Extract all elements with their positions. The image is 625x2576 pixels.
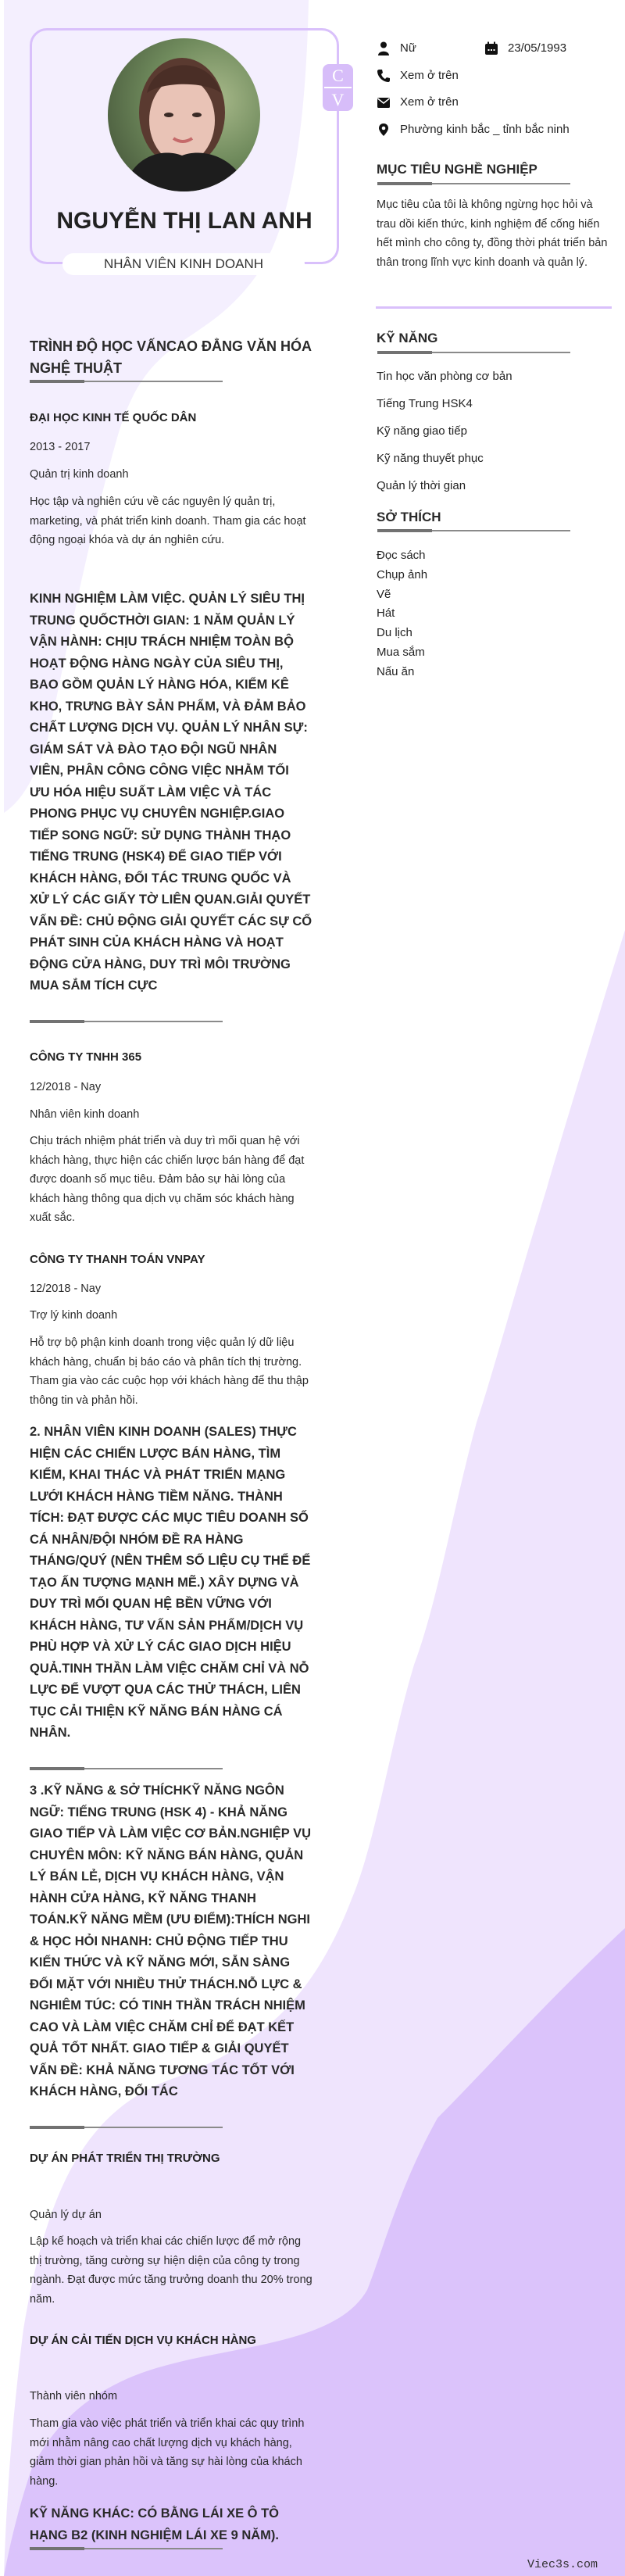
job-description: Chịu trách nhiệm phát triển và duy trì mối quan hệ với khách hàng, thực hiện các chiến lược bán hàng để đạt được doanh số mục tiêu. Đảm bảo sự hài lòng của khách hàng thông qua dịch vụ chăm sóc khách hàng xuất sắc. [30,1135,305,1224]
hobbies-underline [377,529,570,532]
education-school: ĐẠI HỌC KINH TẾ QUỐC DÂN [30,411,197,424]
hobby-item: Chụp ảnh [377,567,428,581]
address-row [377,122,570,138]
hobby-item: Nấu ăn [377,664,415,678]
location-pin-icon [377,123,391,137]
job-period: 12/2018 - Nay [30,1283,102,1295]
education-major: Quản trị kinh doanh [30,468,129,481]
objective-text: Mục tiêu của tôi là không ngừng học hỏi và trau dồi kiến thức, kinh nghiệm để cống hiến hết mình cho công ty, đồng thời phát triển bản thân trong lĩnh vực kinh doanh và quản lý. [377,199,608,269]
job-description: Hỗ trợ bộ phận kinh doanh trong việc quản lý dữ liệu khách hàng, chuẩn bị báo cáo và phân tích thị trường. Tham gia vào các cuộc họp với khách hàng để thu thập thông tin và phản hồi. [30,1336,309,1407]
skills-underline [377,351,570,354]
skill-item: Kỹ năng thuyết phục [377,452,484,465]
project-role: Thành viên nhóm [30,2390,118,2402]
skills-list [377,367,611,504]
project-role: Quản lý dự án [30,2209,102,2221]
project-name: DỰ ÁN PHÁT TRIỂN THỊ TRƯỜNG [30,2152,220,2165]
skill-item: Tin học văn phòng cơ bản [377,370,512,383]
experience-heading: KINH NGHIỆM LÀM VIỆC. QUẢN LÝ SIÊU THỊ TRUNG QUỐCTHỜI GIAN: 1 NĂM QUẢN LÝ VẬN HÀNH: CHỊU TRÁCH NHIỆM TOÀN BỘ HOẠT ĐỘNG HÀNG NGÀY CỦA SIÊU THỊ, BAO GỒM QUẢN LÝ HÀNG HÓA, KIỂM KÊ KHO, TRƯNG BÀY SẢN PHẨM, VÀ ĐẢM BẢO CHẤT LƯỢNG DỊCH VỤ. QUẢN LÝ NHÂN SỰ: GIÁM SÁT VÀ ĐÀO TẠO ĐỘI NGŨ NHÂN VIÊN, PHÂN CÔNG CÔNG VIỆC NHẰM TỐI ƯU HÓA HIỆU SUẤT LÀM VIỆC VÀ TÁC PHONG PHỤC VỤ CHUYÊN NGHIỆP.GIAO TIẾP SONG NGỮ: SỬ DỤNG THÀNH THẠO TIẾNG TRUNG (HSK4) ĐỂ GIAO TIẾP VỚI KHÁCH HÀNG, ĐỐI TÁC TRUNG QUỐC VÀ XỬ LÝ CÁC GIẤY TỜ LIÊN QUAN.GIẢI QUYẾT VẤN ĐỀ: CHỦ ĐỘNG GIẢI QUYẾT CÁC SỰ CỐ PHÁT SINH CỦA KHÁCH HÀNG VÀ HOẠT ĐỘNG CỬA HÀNG, DUY TRÌ MÔI TRƯỜNG MUA SẮM TÍCH CỰC [30,592,312,993]
sales-section-heading: 2. NHÂN VIÊN KINH DOANH (SALES) THỰC HIỆN CÁC CHIẾN LƯỢC BÁN HÀNG, TÌM KIẾM, KHAI THÁC VÀ PHÁT TRIỂN MẠNG LƯỚI KHÁCH HÀNG TIỀM NĂNG. THÀNH TÍCH: ĐẠT ĐƯỢC CÁC MỤC TIÊU DOANH SỐ CÁ NHÂN/ĐỘI NHÓM ĐỀ RA HÀNG THÁNG/QUÝ (NÊN THÊM SỐ LIỆU CỤ THỂ ĐỂ TẠO ẤN TƯỢNG MẠNH MẼ.) XÂY DỰNG VÀ DUY TRÌ MỐI QUAN HỆ BỀN VỮNG VỚI KHÁCH HÀNG, TƯ VẤN SẢN PHẨM/DỊCH VỤ PHÙ HỢP VÀ XỬ LÝ CÁC GIAO DỊCH HIỆU QUẢ.TINH THẦN LÀM VIỆC CHĂM CHỈ VÀ NỖ LỰC ĐỂ VƯỢT QUA CÁC THỬ THÁCH, LIÊN TỤC CẢI THIỆN KỸ NĂNG BÁN HÀNG CÁ NHÂN. [30,1425,311,1740]
watermark: Viec3s.com [527,2558,598,2571]
skills-heading: KỸ NĂNG [377,331,438,345]
hobbies-heading: SỞ THÍCH [377,510,441,524]
sales-section-underline [30,1767,223,1770]
skill-item: Tiếng Trung HSK4 [377,397,473,410]
skill-item: Quản lý thời gian [377,479,466,492]
hobby-item: Mua sắm [377,645,425,659]
job-role: Nhân viên kinh doanh [30,1108,140,1121]
other-skills-heading: KỸ NĂNG KHÁC: CÓ BẰNG LÁI XE Ô TÔ HẠNG B2 (KINH NGHIỆM LÁI XE 9 NĂM). [30,2506,280,2542]
skills-section-heading: 3 .KỸ NĂNG & SỞ THÍCHKỸ NĂNG NGÔN NGỮ: TIẾNG TRUNG (HSK 4) - KHẢ NĂNG GIAO TIẾP VÀ LÀM VIỆC CƠ BẢN.NGHIỆP VỤ CHUYÊN MÔN: KỸ NĂNG BÁN HÀNG, QUẢN LÝ BÁN LẺ, DỊCH VỤ KHÁCH HÀNG, VẬN HÀNH CỬA HÀNG, KỸ NĂNG THANH TOÁN.KỸ NĂNG MỀM (ƯU ĐIỂM):THÍCH NGHI & HỌC HỎI NHANH: CHỦ ĐỘNG TIẾP THU KIẾN THỨC VÀ KỸ NĂNG MỚI, SẴN SÀNG ĐỐI MẶT VỚI NHIỀU THỬ THÁCH.NỖ LỰC & NGHIÊM TÚC: CÓ TINH THẦN TRÁCH NHIỆM CAO VÀ LÀM VIỆC CHĂM CHỈ ĐỂ ĐẠT KẾT QUẢ TỐT NHẤT. GIAO TIẾP & GIẢI QUYẾT VẤN ĐỀ: KHẢ NĂNG TƯƠNG TÁC TỐT VỚI KHÁCH HÀNG, ĐỐI TÁC [30,1784,312,2098]
envelope-icon [377,95,391,109]
other-skills-underline [30,2547,223,2550]
job-period: 12/2018 - Nay [30,1081,102,1093]
cv-badge-top: C [332,66,344,85]
candidate-name: NGUYỄN THỊ LAN ANH [56,208,312,234]
objective-underline [377,182,570,185]
hobby-item: Hát [377,606,395,621]
phone-value: Xem ở trên [400,69,459,82]
hobbies-list [377,546,611,682]
birthday-value: 23/05/1993 [508,41,567,55]
job-title: NHÂN VIÊN KINH DOANH [62,253,305,275]
education-underline [30,380,223,383]
email-row [377,95,459,110]
objective-heading: MỤC TIÊU NGHỀ NGHIỆP [377,162,538,177]
cv-badge-bottom: V [331,90,345,109]
cv-badge [323,64,353,111]
job-company: CÔNG TY TNHH 365 [30,1050,142,1064]
skills-section-underline [30,2126,223,2129]
address-value: Phường kinh bắc _ tỉnh bắc ninh [400,123,570,136]
job-role: Trợ lý kinh doanh [30,1309,118,1322]
hobby-item: Đọc sách [377,549,426,562]
calendar-icon [484,41,498,55]
skill-item: Kỹ năng giao tiếp [377,424,467,438]
birthday-row [484,41,566,56]
person-icon [377,41,391,55]
phone-row [377,68,459,84]
project-description: Tham gia vào việc phát triển và triển khai các quy trình mới nhằm nâng cao chất lượng dịch vụ khách hàng, giảm thời gian phản hồi và tăng sự hài lòng của khách hàng. [30,2417,305,2488]
objective-divider [376,306,612,309]
education-description: Học tập và nghiên cứu về các nguyên lý quản trị, marketing, và phát triển kinh doanh. Tham gia các hoạt động ngoại khóa và dự án nghiên cứu. [30,496,306,546]
education-period: 2013 - 2017 [30,441,91,453]
avatar [108,38,260,191]
phone-icon [377,69,391,83]
gender-value: Nữ [400,41,416,55]
experience-underline [30,1020,223,1023]
hobby-item: Du lịch [377,626,412,640]
hobby-item: Vẽ [377,587,391,601]
project-name: DỰ ÁN CẢI TIẾN DỊCH VỤ KHÁCH HÀNG [30,2334,256,2347]
job-company: CÔNG TY THANH TOÁN VNPAY [30,1253,205,1266]
project-description: Lập kế hoạch và triển khai các chiến lược để mở rộng thị trường, tăng cường sự hiện diện của công ty trong ngành. Đạt được mức tăng trưởng doanh thu 20% trong năm. [30,2235,312,2306]
education-heading: TRÌNH ĐỘ HỌC VẤNCAO ĐẲNG VĂN HÓA NGHỆ THUẬT [30,338,312,376]
gender-row [377,41,416,56]
email-value: Xem ở trên [400,95,459,109]
